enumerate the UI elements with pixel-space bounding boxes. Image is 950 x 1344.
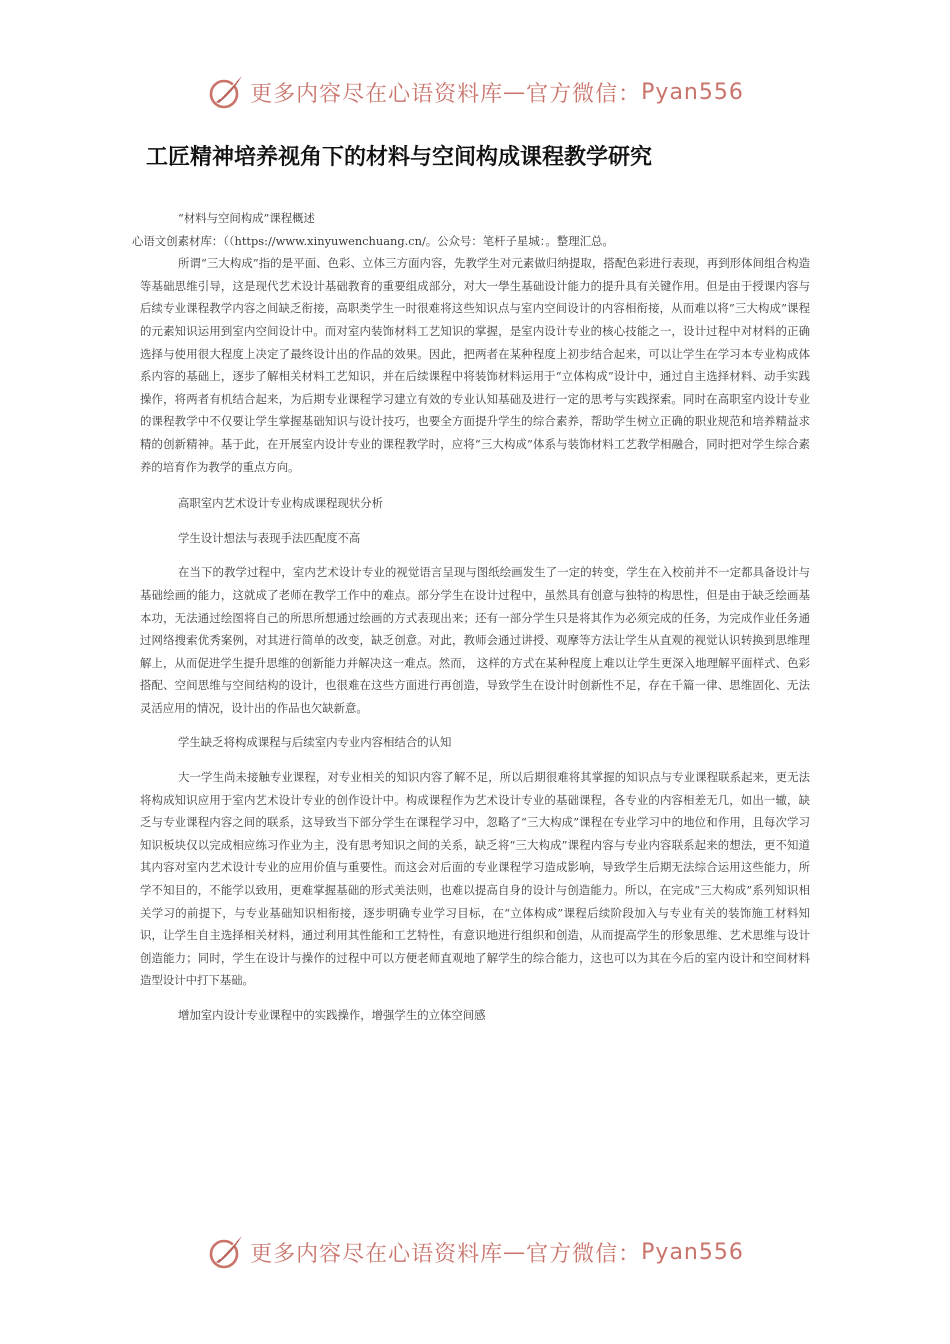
article-body: [132, 207, 810, 1027]
top-banner: [0, 70, 950, 114]
subheading-design-match: 学生设计想法与表现手法匹配度不高: [178, 530, 361, 545]
paragraph-2: 在当下的教学过程中，室内艺术设计专业的视觉语言呈现与图纸绘画发生了一定的转变，学生在入校前并不一定都具备设计与基础绘画的能力，这就成了老师在教学工作中的难点。部分学生在设计过程中，虽然具有创意与独特的构思性，但是由于缺乏绘画基本功，无法通过绘图将自己的所思所想通过绘画的方式表现出来；还有一部分学生只是将其作为必须完成的任务，为完成作业任务通过网络搜索优秀案例，对其进行简单的改变，缺乏创意。对此，教师会通过讲授、观摩等方法让学生从直观的视觉认识转换到思维理解上，从而促进学生提升思维的创新能力并解决这一难点。然而， 这样的方式在某种程度上难以让学生更深入地理解平面样式、色彩搭配、空间思维与空间结构的设计，也很难在这些方面进行再创造，导致学生在设计时创新性不足，存在千篇一律、思维固化、无法灵活应用的情况，设计出的作品也欠缺新意。: [140, 565, 810, 715]
section-heading-analysis: 高职室内艺术设计专业构成课程现状分析: [178, 496, 384, 511]
subheading-course-link: 学生缺乏将构成课程与后续室内专业内容相结合的认知: [178, 735, 452, 750]
feather-pen-seal-icon: [206, 1232, 246, 1272]
article-title: 工匠精神培养视角下的材料与空间构成课程教学研究: [146, 145, 653, 170]
bottom-banner: [0, 1230, 950, 1274]
banner-dash: —: [503, 1239, 527, 1265]
paragraph-1: 所谓“三大构成”指的是平面、色彩、立体三方面内容，先教学生对元素做归纳提取，搭配色彩进行表现，再到形体间组合构造等基础思维引导，这是现代艺术设计基础教育的重要组成部分，对大一學生基础设计能力的提升具有关键作用。但是由于授课内容与后续专业课程教学内容之间缺乏衔接，高职类学生一时很难将这些知识点与室内空间设计的内容相衔接，从而难以将“三大构成”课程的元素知识运用到室内空间设计中。而对室内装饰材料工艺知识的掌握，是室内设计专业的核心技能之一，设计过程中对材料的正确选择与使用很大程度上决定了最终设计出的作品的效果。因此，把两者在某种程度上初步结合起来，可以让学生在学习本专业构成体系内容的基础上，逐步了解相关材料工艺知识，并在后续课程中将装饰材料运用于“立体构成”设计中，通过自主选择材料、动手实践操作，将两者有机结合起来，为后期专业课程学习建立有效的专业认知基础及进行一定的思考与实践探索。同时在高职室内设计专业的课程教学中不仅要让学生掌握基础知识与设计技巧，也要全方面提升学生的综合素养，帮助学生树立正确的职业规范和培养精益求精的创新精神。基于此，在开展室内设计专业的课程教学时，应将“三大构成”体系与装饰材料工艺教学相融合，同时把对学生综合素养的培育作为教学的重点方向。: [140, 256, 810, 474]
banner-wechat-id: Pyan556: [641, 1239, 744, 1265]
banner-main-text: 更多内容尽在心语资料库: [250, 1241, 504, 1267]
subheading-practice: 增加室内设计专业课程中的实践操作，增强学生的立体空间感: [178, 1008, 486, 1022]
banner-official-label: 官方微信：: [526, 81, 642, 107]
source-line: 心语文创素材库：（（https://www.xinyuwenchuang.cn/。公众号：笔杆子星城：。整理汇总。: [132, 233, 614, 248]
section-heading-overview: “材料与空间构成”课程概述: [178, 211, 315, 225]
banner-official-label: 官方微信：: [526, 1241, 642, 1267]
banner-main-text: 更多内容尽在心语资料库: [250, 81, 504, 107]
banner-wechat-id: Pyan556: [641, 79, 744, 105]
feather-pen-seal-icon: [206, 72, 246, 112]
paragraph-3: 大一学生尚未接触专业课程，对专业相关的知识内容了解不足，所以后期很难将其掌握的知识点与专业课程联系起来，更无法将构成知识应用于室内艺术设计专业的创作设计中。构成课程作为艺术设计专业的基础课程，各专业的内容相差无几，如出一辙，缺乏与专业课程内容之间的联系，这导致当下部分学生在课程学习中，忽略了“三大构成”课程在专业学习中的地位和作用，且每次学习知识板块仅以完成相应练习作业为主，没有思考知识之间的关系，缺乏将“三大构成”课程内容与专业内容联系起来的想法，更不知道其内容对室内艺术设计专业的应用价值与重要性。而这会对后面的专业课程学习造成影响，导致学生后期无法综合运用这些能力，所学不知目的，不能学以致用，更难掌握基础的形式美法则，也难以提高自身的设计与创造能力。所以，在完成“三大构成”系列知识相关学习的前提下，与专业基础知识相衔接，逐步明确专业学习目标，在“立体构成”课程后续阶段加入与专业有关的装饰施工材料知识，让学生自主选择相关材料，通过利用其性能和工艺特性，有意识地进行组织和创造，从而提高学生的形象思维、艺术思维与设计创造能力；同时，学生在设计与操作的过程中可以方便老师直观地了解学生的综合能力，这也可以为其在今后的室内设计和空间材料造型设计中打下基础。: [140, 770, 810, 988]
banner-dash: —: [503, 79, 527, 105]
